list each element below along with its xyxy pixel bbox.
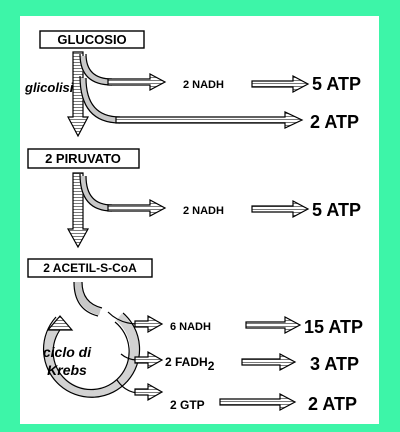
krebs-section: [43, 282, 363, 414]
atp-branch-arrow-1: [116, 112, 302, 128]
acetyl-coa-label: 2 ACETIL-S-CoA: [43, 261, 137, 275]
krebs-fadh-atp-label: 3 ATP: [310, 354, 360, 374]
diagram-panel: [20, 16, 379, 424]
nadh-branch-arrow-1: [108, 74, 165, 90]
pyruvate-section: [68, 173, 361, 247]
glycolysis-nadh-atp-label: 5 ATP: [312, 74, 362, 94]
nadh-branch-arrow-2: [108, 200, 165, 216]
glycolysis-section: [24, 52, 361, 136]
nadh-to-atp-arrow-2: [252, 201, 308, 217]
glycolysis-nadh-label: 2 NADH: [183, 79, 224, 91]
krebs-nadh-atp-label: 15 ATP: [304, 317, 364, 337]
fadh-to-atp-arrow: [242, 354, 295, 370]
nadh-to-atp-arrow-1: [252, 76, 308, 92]
pyruvate-nadh-atp-label: 5 ATP: [312, 200, 362, 220]
krebs-fadh-label: 2 FADH2: [165, 355, 215, 373]
krebs-gtp-label: 2 GTP: [170, 398, 205, 412]
glucose-box: [40, 31, 144, 48]
glycolysis-label: glicolisi: [25, 80, 74, 95]
krebs-gtp-atp-label: 2 ATP: [308, 394, 358, 414]
krebs-nadh-label: 6 NADH: [170, 321, 211, 333]
glucose-label: GLUCOSIO: [57, 32, 127, 47]
glycolysis-atp-label: 2 ATP: [310, 112, 360, 132]
cellular-respiration-diagram: [20, 16, 379, 424]
acetyl-coa-box: [28, 259, 152, 277]
nadh-to-atp-arrow-3: [246, 317, 300, 333]
pyruvate-box: [28, 149, 139, 168]
nadh-branch-arrow-3: [135, 316, 162, 332]
pyruvate-nadh-label: 2 NADH: [183, 205, 224, 217]
krebs-label-line1: ciclo di: [42, 344, 92, 360]
pyruvate-label: 2 PIRUVATO: [45, 151, 121, 166]
gtp-to-atp-arrow: [220, 394, 295, 410]
gtp-branch-arrow: [135, 384, 162, 400]
krebs-label-line2: Krebs: [47, 362, 87, 378]
